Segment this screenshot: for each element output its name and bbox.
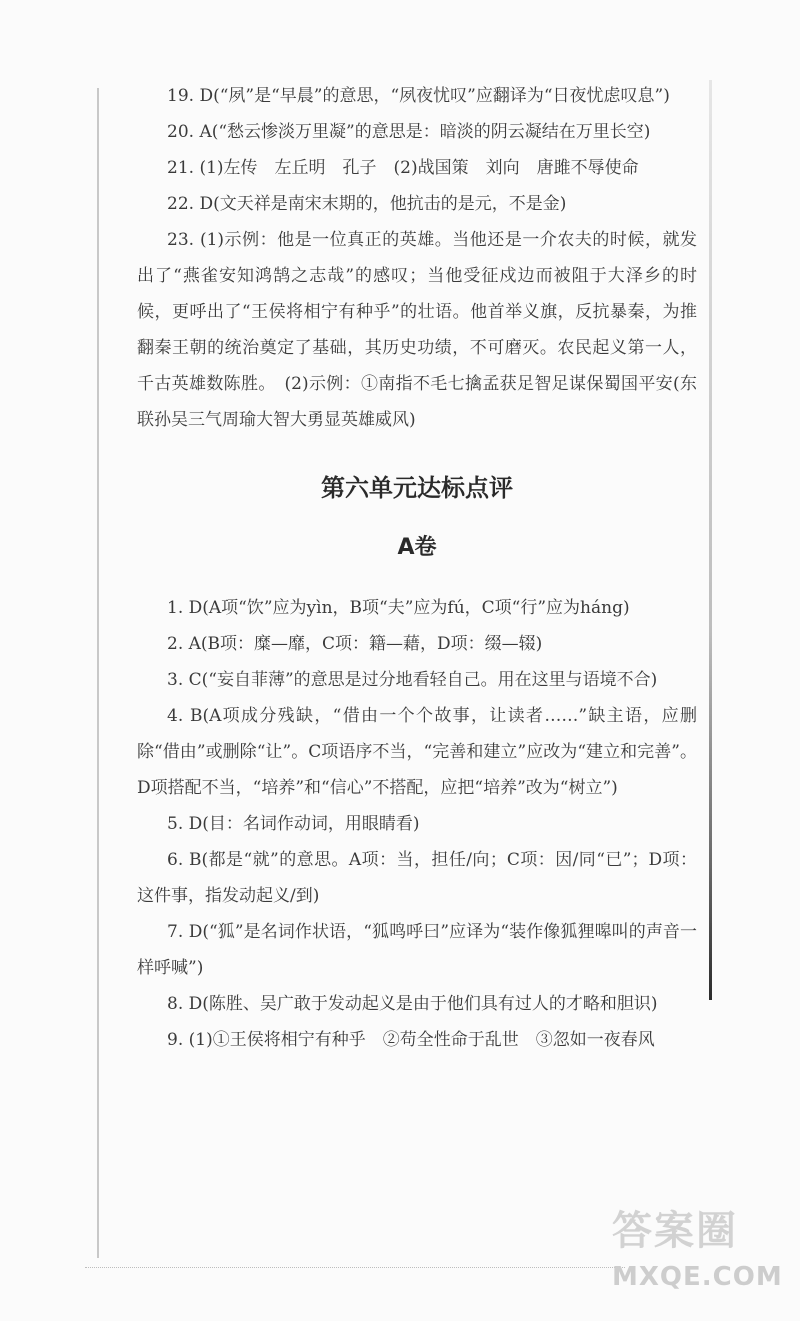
unit-title: 第六单元达标点评: [321, 474, 513, 502]
answer-item-6: 6. B(都是“就”的意思。A项：当，担任/向；C项：因/同“已”；D项：这件事，指发动起义/到): [137, 850, 697, 906]
watermark-domain: MXQE.COM: [612, 1262, 783, 1292]
answer-item-7: 7. D(“狐”是名词作状语，“狐鸣呼曰”应译为“装作像狐狸嗥叫的声音一样呼喊”): [137, 922, 697, 978]
answer-item-1: 1. D(A项“饮”应为yìn，B项“夫”应为fú，C项“行”应为háng): [167, 598, 630, 618]
answer-item-9: 9. (1)①王侯将相宁有种乎 ②苟全性命于乱世 ③忽如一夜春风: [167, 1030, 655, 1050]
answer-item-20: 20. A(“愁云惨淡万里凝”的意思是：暗淡的阴云凝结在万里长空): [167, 122, 651, 142]
answer-content: [137, 78, 697, 1058]
right-edge-shadow: [709, 80, 712, 1000]
left-margin-rule: [97, 88, 99, 1258]
site-watermark: [612, 1205, 790, 1313]
answer-item-22: 22. D(文天祥是南宋末期的，他抗击的是元，不是金): [167, 194, 567, 214]
bottom-dotted-rule: [85, 1267, 625, 1268]
answer-item-4: 4. B(A项成分残缺，“借由一个个故事，让读者……”缺主语，应删除“借由”或删除“让”。C项语序不当，“完善和建立”应改为“建立和完善”。D项搭配不当，“培养”和“信心”不搭配，应把“培养”改为“树立”): [137, 706, 697, 798]
volume-title: A卷: [397, 535, 437, 560]
answer-item-21: 21. (1)左传 左丘明 孔子 (2)战国策 刘向 唐雎不辱使命: [167, 158, 639, 178]
answer-item-23: 23. (1)示例：他是一位真正的英雄。当他还是一介农夫的时候，就发出了“燕雀安知鸿鹄之志哉”的感叹；当他受征戍边而被阻于大泽乡的时候，更呼出了“王侯将相宁有种乎”的壮语。他首举义旗，反抗暴秦，为推翻秦王朝的统治奠定了基础，其历史功绩，不可磨灭。农民起义第一人，千古英雄数陈胜。 (2)示例：①南指不毛七擒孟获足智足谋保蜀国平安(东联孙吴三气周瑜大智大勇显英雄威风): [137, 230, 697, 430]
answer-item-5: 5. D(目：名词作动词，用眼睛看): [167, 814, 420, 834]
answer-item-3: 3. C(“妄自菲薄”的意思是过分地看轻自己。用在这里与语境不合): [167, 670, 658, 690]
answer-item-2: 2. A(B项：糜—靡，C项：籍—藉，D项：缀—辍): [167, 634, 543, 654]
answer-item-19: 19. D(“夙”是“早晨”的意思，“夙夜忧叹”应翻译为“日夜忧虑叹息”): [167, 86, 670, 106]
answer-item-8: 8. D(陈胜、吴广敢于发动起义是由于他们具有过人的才略和胆识): [167, 994, 658, 1014]
watermark-logo-text: 答案圈: [612, 1208, 738, 1254]
